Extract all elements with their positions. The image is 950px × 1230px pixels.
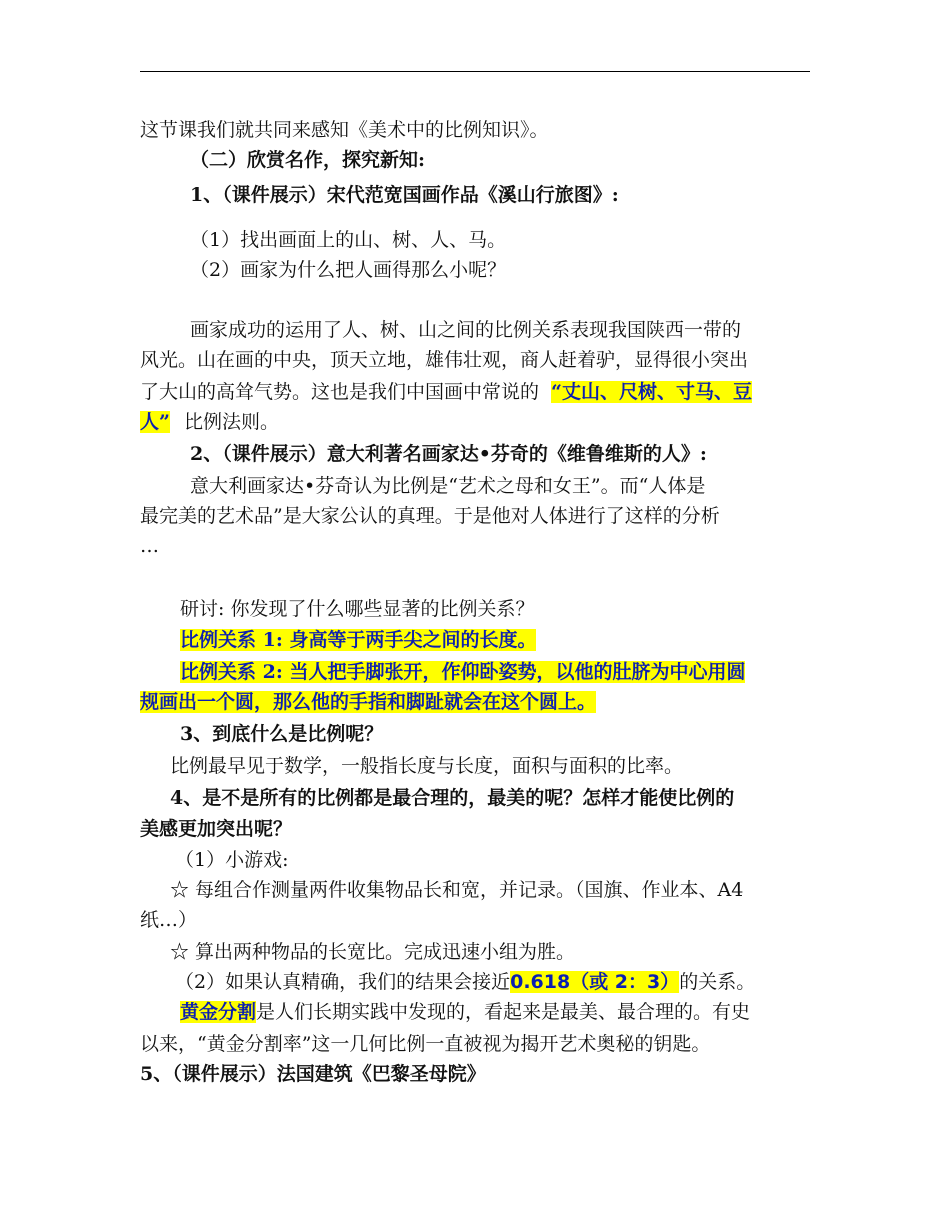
relation-2-line1 [180,658,745,686]
step-1-line2: 纸…） [140,909,198,931]
section-heading: （二）欣赏名作，探究新知: [190,149,426,171]
item4-heading-line1: 4、是不是所有的比例都是最合理的，最美的呢？怎样才能使比例的 [170,787,735,809]
item1-paragraph-end: 比例法则。 [183,411,279,433]
step-1-line1: ☆ 每组合作测量两件收集物品长和宽，并记录。（国旗、作业本、A4 [170,879,744,901]
step-2: ☆ 算出两种物品的长宽比。完成迅速小组为胜。 [170,941,576,963]
item1-question-1: （1）找出画面上的山、树、人、马。 [190,229,507,251]
relation-2-line2 [140,688,596,716]
item5-heading: 5、（课件展示）法国建筑《巴黎圣母院》 [140,1063,486,1085]
item1-question-2: （2）画家为什么把人画得那么小呢？ [190,259,507,281]
relation-1-highlight: 比例关系 1: 身高等于两手尖之间的长度。 [180,629,537,651]
golden-line1-text: 是人们长期实践中发现的，看起来是最美、最合理的。有史 [256,1001,751,1023]
item2-paragraph-line3: … [140,535,159,557]
proportion-rule-highlight: “丈山、尺树、寸马、豆 [551,381,752,403]
relation-2-highlight-1: 比例关系 2: 当人把手脚张开，作仰卧姿势，以他的肚脐为中心用圆 [180,661,746,683]
golden-ratio-highlight: 黄金分割 [180,1001,257,1023]
item1-paragraph-line2: 风光。山在画的中央，顶天立地，雄伟壮观，商人赶着驴，显得很小突出 [140,349,749,371]
relation-1 [180,626,536,654]
item1-paragraph-line3 [140,378,752,406]
game-label: （1）小游戏: [175,849,289,871]
item3-text: 比例最早见于数学，一般指长度与长度，面积与面积的比率。 [170,755,684,777]
discussion-line: 研讨: 你发现了什么哪些显著的比例关系？ [180,598,535,620]
item2-paragraph-line2: 最完美的艺术品”是大家公认的真理。于是他对人体进行了这样的分析 [140,505,720,527]
item4-heading-line2: 美感更加突出呢？ [140,818,293,840]
result-text-end: 的关系。 [679,971,756,993]
item1-paragraph-text: 了大山的高耸气势。这也是我们中国画中常说的 [140,381,540,403]
item2-heading: 2、（课件展示）意大利著名画家达•芬奇的《维鲁维斯的人》: [190,443,707,465]
result-text-start: （2）如果认真精确，我们的结果会接近 [175,971,511,993]
item1-heading: 1、（课件展示）宋代范宽国画作品《溪山行旅图》: [190,184,619,206]
relation-2-highlight-2: 规画出一个圆，那么他的手指和脚趾就会在这个圆上。 [140,691,597,713]
ratio-highlight: 0.618（或 2：3） [510,971,680,993]
item2-paragraph-line1: 意大利画家达•芬奇认为比例是“艺术之母和女王”。而“人体是 [190,475,706,497]
item1-paragraph-line1: 画家成功的运用了人、树、山之间的比例关系表现我国陕西一带的 [190,319,742,341]
proportion-rule-highlight-end: 人” [140,411,170,433]
golden-line2: 以来，“黄金分割率”这一几何比例一直被视为揭开艺术奥秘的钥匙。 [140,1033,711,1055]
golden-line1 [180,998,750,1026]
header-rule [140,71,810,72]
result-line [175,968,755,996]
item1-paragraph-line4 [140,408,279,436]
intro-line: 这节课我们就共同来感知《美术中的比例知识》。 [140,119,549,141]
item3-heading: 3、到底什么是比例呢？ [180,723,384,745]
